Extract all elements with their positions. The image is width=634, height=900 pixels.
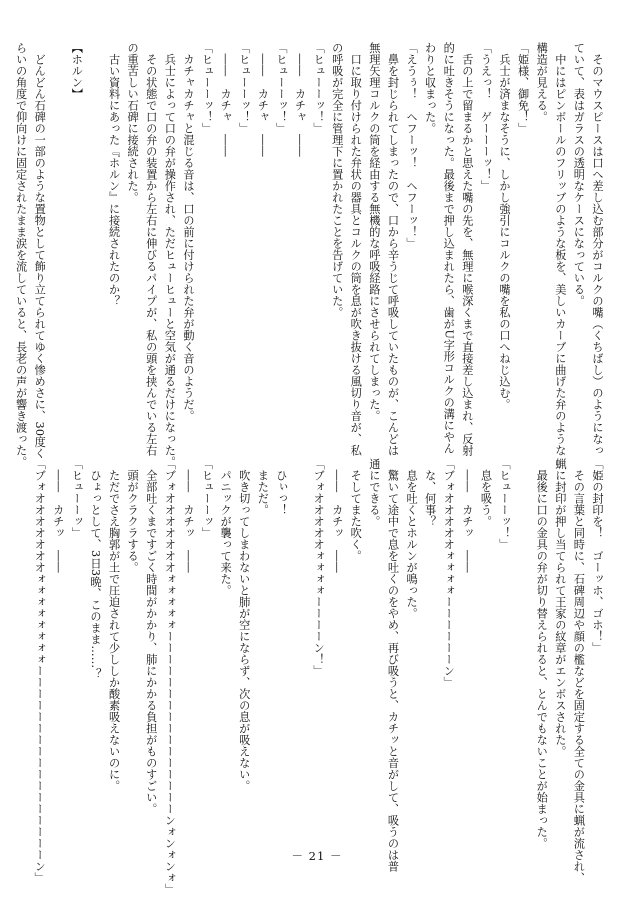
text-column: どんどん石碑の一部のような置物として飾り立てられてゆく惨めさに、30度く [33,42,47,460]
text-column: 「姫の封印を！ ゴーッホ、ゴホ！」 [591,458,604,654]
text-column: 「姫様、御免！」 [516,42,530,134]
text-column: 吹き切ってしまわないと肺が空にならず、次の息が吸えない。 [237,458,251,792]
text-column: ―― カチャ ―― [219,42,233,157]
text-column: 兵士によって口の弁が操作され、ただヒューヒューと空気が通るだけになった。 [163,42,177,468]
text-column: パニックが襲って来た。 [219,458,233,596]
text-column: カチャカチャと混じる音は、口の前に付けられた弁が動く音のようだ。 [181,42,195,422]
text-column: ―― カチャ ―― [293,42,307,157]
text-column [513,458,532,850]
text-column: 「ブォオオオオオォォォォーーーーン！」 [312,458,326,677]
text-column: 全部吐くまですごく時間がかかり、肺にかかる負担がものすごい。 [144,458,158,815]
text-column: わりと収まった。 [423,42,437,134]
text-column: まただ。 [256,458,270,516]
text-column: 頭がクラクラする。 [126,458,140,573]
text-column: の重苦しい石碑に接続された。 [126,42,140,203]
text-column: 「ヒューーッ！」 [200,42,214,134]
text-column: ―― カチャ ―― [256,42,270,157]
text-column: その言葉と同時に、石碑周辺や顔の檻などを固定する全ての金具に蝋が流され、 [572,458,586,884]
text-column: 鼻を封じられてしまったので、口から辛うじて呼吸していたものが、こんどは [386,42,400,456]
upper-text-block [14,42,606,468]
text-column: 最後に口の金具の弁が切り替えられると、とんでもないことが始まった。 [535,458,549,849]
text-column: ―― カチッ ―― [51,458,65,573]
text-column: ていて、表はガラスの透明なケースになっている。 [572,42,586,307]
text-column: ―― カチッ ―― [460,458,474,573]
text-column: ひょっとして、3日3晩、このまま……？ [88,458,102,680]
text-column: そのマウスピースは口へ差し込む部分がコルクの嘴（くちばし）のようになっ [591,42,604,456]
text-column: そしてまた吹く。 [349,458,363,562]
text-column: 「ヒューーッ！」 [498,458,512,550]
text-column: 「うえっ！ ゲーーーッ！」 [479,42,493,192]
text-column: 驚いて途中で息を吐くのをやめ、再び吸うと、カチッと音がして、吸うのは普 [386,458,400,872]
text-column: 息を吐くとホルンが鳴った。 [405,458,419,619]
text-column: 「ヒューーッ」 [70,458,84,539]
text-column: 「えうぅ！ ヘフーッ！ ヘフーッ！」 [405,42,419,249]
text-column: 「ヒューーッ！」 [237,42,251,134]
text-column: 【ホルン】 [70,42,84,100]
text-column: 「ヒューーッ！」 [312,42,326,134]
text-column [290,458,309,850]
text-column: 兵士が済まなそうに、しかし強引にコルクの嘴を私の口へねじ込む。 [498,42,512,410]
text-column: 「ブォオオオオオオオォォォォォーーーーーーーーーーーーーーーーンォンォンォ」 [163,458,177,895]
text-column: ―― カチッ ―― [181,458,195,573]
text-column: 口に取り付けられた弁状の器具とコルクの筒を息が吹き抜ける風切り音が、私 [349,42,363,456]
text-column: 「ブォオオオオオォォォォーーーーーーン」 [442,458,456,688]
text-column [85,42,104,440]
text-column: 蝋に封印が押し当てられて王家の紋章がエンボスされた。 [553,458,567,757]
text-column: 構造が見える。 [535,42,549,123]
text-column: 息を吸う。 [479,458,493,527]
text-column: 中にはピンボールのフリッブのような板を、美しいカーブに曲げた弁のような [553,42,567,456]
text-column: 古い資料にあった『ホルン』に接続されたのか？ [107,42,121,307]
text-column: 「ヒューーッ！」 [274,42,288,134]
text-column: ひぃっ！ [274,458,288,516]
text-column: 「ヒューーッ」 [200,458,214,539]
text-column: 通にできる。 [367,458,381,527]
text-column: 舌の上で留まるかと思えた嘴の先を、無理に喉深くまで直接差し込まれ、反射 [460,42,474,456]
text-column: 無理矢理コルクの筒を経由する無機的な呼吸経路にさせられてしまった。 [367,42,381,422]
page-number: － 21 － [291,849,343,863]
text-column: 的に吐きそうになった。最後まで押し込まれたら、歯がU字形コルクの溝にやん [442,42,456,455]
text-column: らいの角度で仰向けに固定されたまま涙を流していると、長老の声が響き渡った。 [14,42,28,468]
text-column: な、何事？ [423,458,437,527]
text-column: 「ブォオオオオオオオォォォォォォォォーーーーーーーーーーーーーーーーーン」 [33,458,47,884]
text-column [48,42,67,440]
text-column: その状態で口の弁の装置から左右に伸びるパイプが、私の頭を挟んでいる左右 [144,42,158,456]
text-column: ただでさえ胸郭が土で圧迫されて少ししか酸素吸えないのに。 [107,458,121,792]
text-column: ―― カチッ ―― [330,458,344,573]
text-column: の呼吸が完全に管理下に置かれたことを告げていた。 [330,42,344,318]
